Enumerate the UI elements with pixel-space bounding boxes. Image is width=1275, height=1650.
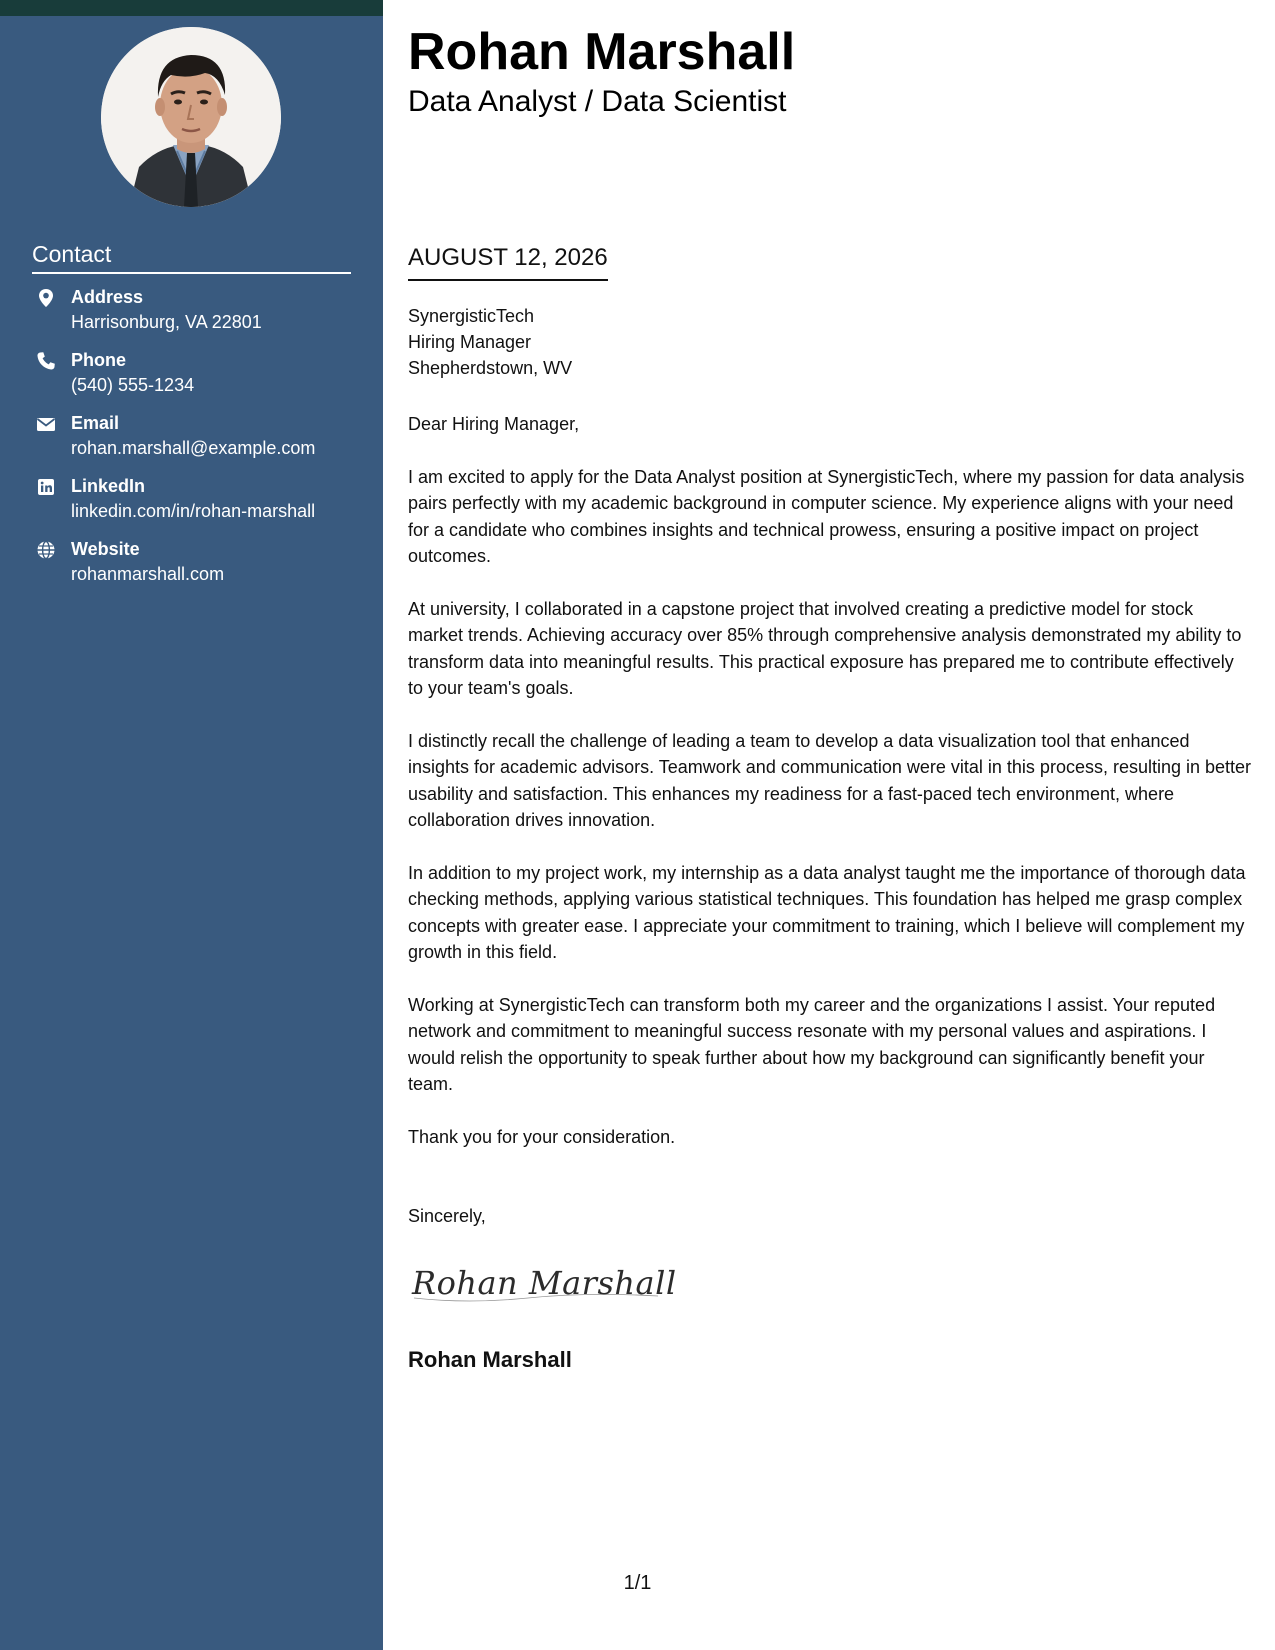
recipient-company: SynergisticTech bbox=[408, 306, 535, 326]
sidebar-top-accent-bar bbox=[0, 0, 383, 16]
contact-heading: Contact bbox=[32, 240, 351, 274]
paragraph: Working at SynergisticTech can transform both my career and the organizations I assist. Your reputed network and commitment to meaningful success resonate with my personal values and aspirations. I would relish the opportunity to speak further about how my background can significantly benefit your team. bbox=[408, 995, 1216, 1095]
sidebar bbox=[0, 0, 383, 1650]
email-value[interactable]: rohan.marshall@example.com bbox=[71, 438, 316, 458]
paragraph: In addition to my project work, my internship as a data analyst taught me the importance of thorough data checking methods, applying various statistical techniques. This foundation has helped me grasp complex concepts with greater ease. I appreciate your commitment to training, which I believe will complement my growth in this field. bbox=[408, 863, 1246, 963]
letter-paragraphs bbox=[408, 464, 1253, 1177]
contact-item-linkedin bbox=[32, 474, 362, 537]
contact-item-email bbox=[32, 411, 362, 474]
address-value: Harrisonburg, VA 22801 bbox=[71, 312, 262, 332]
paragraph: I am excited to apply for the Data Analyst position at SynergisticTech, where my passion for data analysis pairs perfectly with my academic background in computer science. My experience aligns with your need for a candidate who combines insights and technical prowess, ensuring a positive impact on project outcomes. bbox=[408, 467, 1245, 567]
contact-item-website bbox=[32, 537, 362, 600]
map-pin-icon bbox=[36, 288, 56, 308]
paragraph: At university, I collaborated in a capstone project that involved creating a predictive model for stock market trends. Achieving accuracy over 85% through comprehensive analysis demonstrated my ability to transform data into meaningful results. This practical exposure has prepared me to contribute effectively to your team's goals. bbox=[408, 599, 1242, 699]
website-value[interactable]: rohanmarshall.com bbox=[71, 564, 225, 584]
salutation: Dear Hiring Manager, bbox=[408, 414, 580, 434]
page-number: 1/1 bbox=[623, 1572, 652, 1594]
contact-label: Phone bbox=[71, 350, 127, 370]
recipient-location: Shepherdstown, WV bbox=[408, 358, 573, 378]
signed-name: Rohan Marshall bbox=[408, 1347, 572, 1372]
contact-label: Address bbox=[71, 287, 144, 307]
closing: Sincerely, bbox=[408, 1206, 486, 1226]
linkedin-icon bbox=[36, 477, 56, 497]
applicant-name: Rohan Marshall bbox=[408, 23, 796, 81]
avatar bbox=[101, 27, 281, 207]
envelope-icon bbox=[36, 414, 56, 434]
svg-text:Rohan Marshall: Rohan Marshall bbox=[412, 1264, 677, 1302]
phone-value[interactable]: (540) 555-1234 bbox=[71, 375, 195, 395]
recipient-title: Hiring Manager bbox=[408, 332, 532, 352]
contact-list bbox=[32, 285, 362, 600]
job-title: Data Analyst / Data Scientist bbox=[408, 85, 787, 118]
contact-item-phone bbox=[32, 348, 362, 411]
portrait-photo bbox=[101, 27, 281, 207]
contact-label: Website bbox=[71, 539, 140, 559]
letter-date: AUGUST 12, 2026 bbox=[408, 242, 608, 281]
contact-item-address bbox=[32, 285, 362, 348]
recipient-block bbox=[408, 303, 572, 381]
globe-icon bbox=[36, 540, 56, 560]
contact-label: LinkedIn bbox=[71, 476, 146, 496]
linkedin-value[interactable]: linkedin.com/in/rohan-marshall bbox=[71, 501, 316, 521]
handwritten-signature bbox=[408, 1258, 678, 1308]
contact-label: Email bbox=[71, 413, 120, 433]
phone-icon bbox=[36, 351, 56, 371]
paragraph: Thank you for your consideration. bbox=[408, 1127, 676, 1148]
paragraph: I distinctly recall the challenge of leading a team to develop a data visualization tool that enhanced insights for academic advisors. Teamwork and communication were vital in this process, resulting in better usability and satisfaction. This enhances my readiness for a fast-paced tech environment, where collaboration drives innovation. bbox=[408, 731, 1252, 831]
